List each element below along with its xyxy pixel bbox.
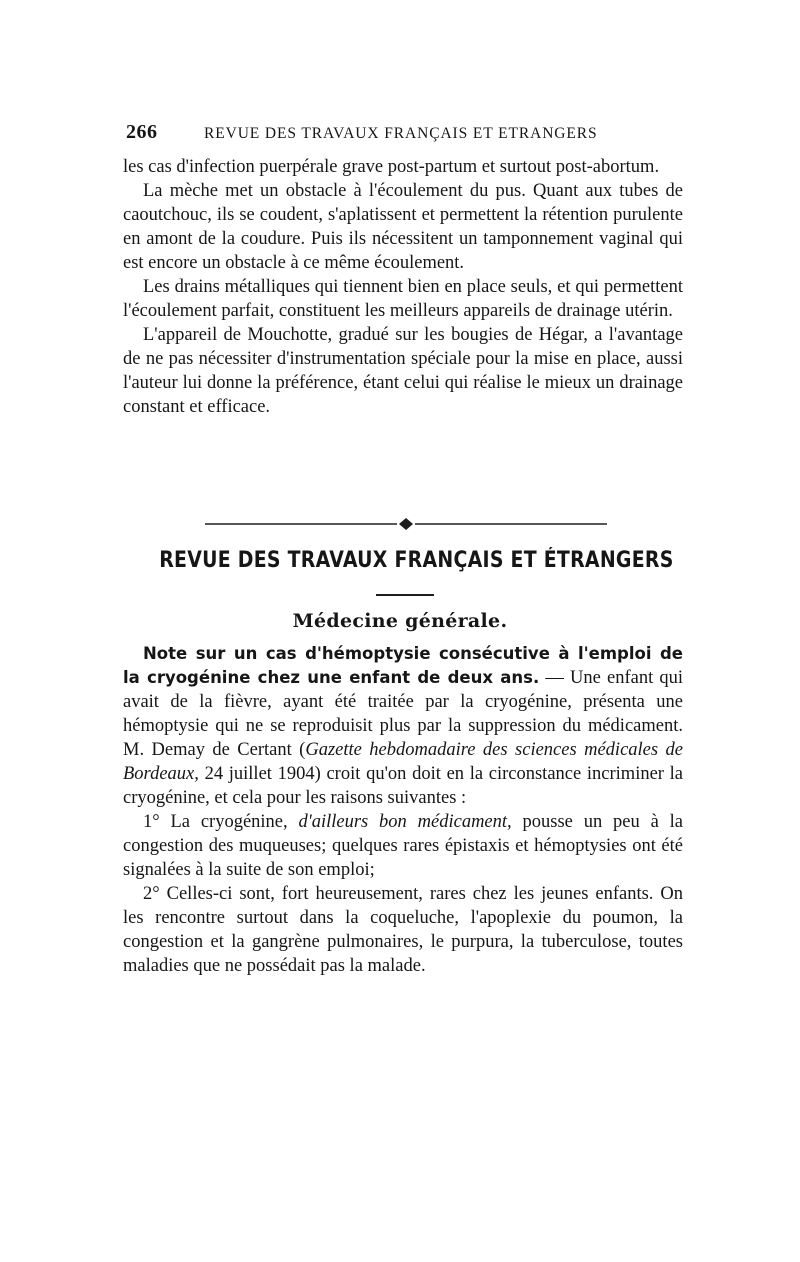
point-one-end: pousse un peu à la congestion des muqueuses; quelques rares épistaxis et hémoptysies ont été signalées à la suite de son emploi; — [123, 812, 683, 880]
section-divider-ornament — [205, 514, 607, 534]
running-head: REVUE DES TRAVAUX FRANÇAIS ET ETRANGERS — [204, 125, 598, 142]
page-header — [126, 121, 686, 145]
point-one-start: 1° La cryogénine, — [143, 812, 299, 832]
page-number: 266 — [126, 121, 158, 143]
continued-text — [123, 155, 683, 419]
point-two-paragraph: 2° Celles-ci sont, fort heureusement, rares chez les jeunes enfants. On les rencontre surtout dans la coqueluche, l'apoplexie du poumon, la congestion et la gangrène pulmonaires, le purpura, la tuberculose, toutes maladies que ne possédait pas la malade. — [123, 884, 683, 976]
article-intro-paragraph — [123, 642, 683, 810]
article-intro-text-continued: 24 juillet 1904) croit qu'on doit en la circonstance incriminer la cryogénine, et cela pour les raisons suivantes : — [123, 764, 683, 808]
point-one-paragraph — [123, 810, 683, 882]
title-underline-rule — [376, 594, 434, 596]
paragraph: L'appareil de Mouchotte, gradué sur les bougies de Hégar, a l'avantage de ne pas nécessiter d'instrumentation spéciale pour la mise en place, aussi l'auteur lui donne la préférence, étant celui qui réalise le mieux un drainage constant et efficace. — [123, 325, 683, 417]
section-title: REVUE DES TRAVAUX FRANÇAIS ET ÉTRANGERS — [159, 548, 674, 573]
paragraph: La mèche met un obstacle à l'écoulement du pus. Quant aux tubes de caoutchouc, ils se coudent, s'aplatissent et permettent la rétention purulente en amont de la coudure. Puis ils nécessitent un tamponnement vaginal qui est encore un obstacle à ce même écoulement. — [123, 181, 683, 273]
paragraph: Les drains métalliques qui tiennent bien en place seuls, et qui permettent l'écoulement parfait, constituent les meilleurs appareils de drainage utérin. — [123, 277, 683, 321]
article-body — [123, 642, 683, 978]
divider-diamond — [399, 518, 413, 530]
paragraph: les cas d'infection puerpérale grave post-partum et surtout post-abortum. — [123, 157, 660, 177]
point-one-emphasis: d'ailleurs bon médicament, — [298, 812, 512, 832]
subsection-title: Médecine générale. — [292, 610, 508, 632]
journal-reference: Gazette hebdomadaire des sciences médicales de Bordeaux, — [123, 740, 683, 784]
article-title: Note sur un cas d'hémoptysie consécutive à l'emploi de la cryogénine chez une enfant de deux ans. — [123, 644, 683, 687]
article-intro-text: — Une enfant qui avait de la fièvre, ayant été traitée par la cryogénine, présenta une hémoptysie qui ne se reproduisit plus par la suppression du médicament. M. Demay de Certant ( — [123, 668, 683, 760]
